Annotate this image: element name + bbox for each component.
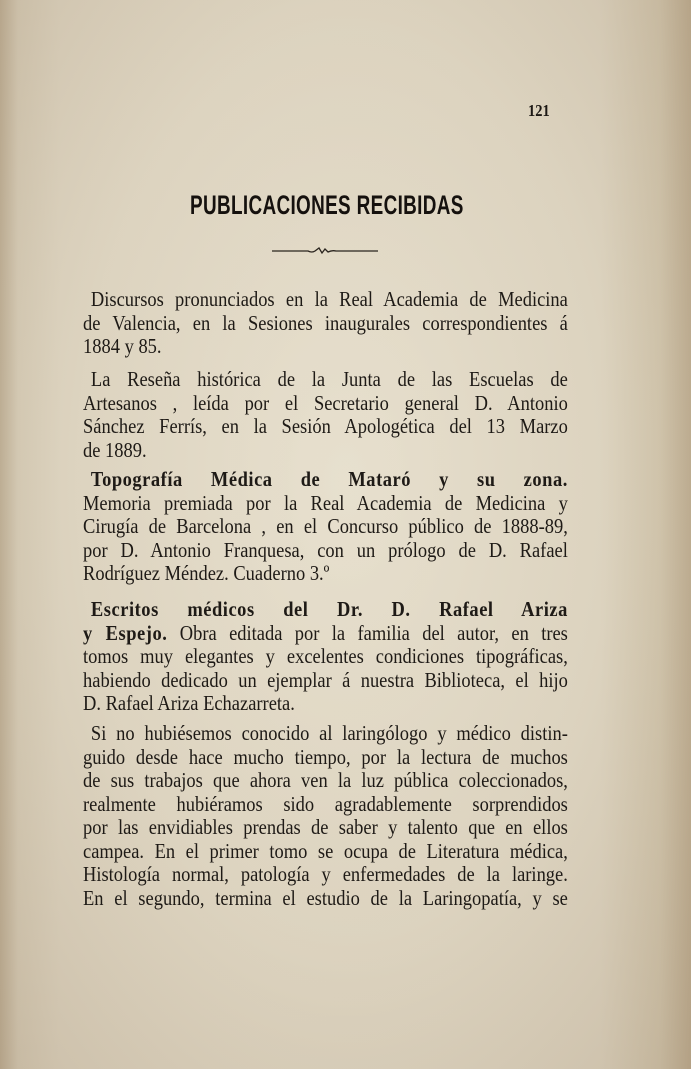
text-line: de 1889. xyxy=(83,437,147,462)
text-line: por D. Antonio Franquesa, con un prólogo de D. Rafael xyxy=(83,537,568,562)
text-line: La Reseña histórica de la Junta de las Escuelas de xyxy=(90,367,568,391)
section-title: PUBLICACIONES RECIBIDAS xyxy=(190,190,464,220)
entry-discursos xyxy=(83,288,568,359)
entry-escritos-medicos xyxy=(83,598,568,716)
text-line: Rodríguez Méndez. Cuaderno 3.º xyxy=(83,561,330,585)
entry-bold-title-cont: y Espejo. xyxy=(83,620,168,645)
text-line: de sus trabajos que ahora ven la luz pública coleccionados, xyxy=(83,768,568,792)
text-line: habiendo dedicado un ejemplar á nuestra Biblioteca, el hijo xyxy=(83,667,568,692)
entry-resena-historica xyxy=(83,368,568,462)
text-line: Sánchez Ferrís, en la Sesión Apologética del 13 Marzo xyxy=(83,414,568,438)
entry-commentary xyxy=(83,722,568,910)
text-line: 1884 y 85. xyxy=(83,334,162,358)
text-line: por las envidiables prendas de saber y talento que en ellos xyxy=(83,815,568,839)
text-line: Artesanos , leída por el Secretario general D. Antonio xyxy=(83,390,568,415)
text-line: Histología normal, patología y enfermedades de la laringe. xyxy=(83,862,568,886)
entry-topografia-medica xyxy=(83,468,568,586)
text-line: D. Rafael Ariza Echazarreta. xyxy=(83,691,295,715)
text-line: Cirugía de Barcelona , en el Concurso público de 1888-89, xyxy=(83,514,568,538)
entry-bold-title: Escritos médicos del Dr. D. Rafael Ariza xyxy=(90,597,568,621)
text-line: realmente hubiéramos sido agradablemente sorprendidos xyxy=(83,791,568,816)
text-line: Memoria premiada por la Real Academia de Medicina y xyxy=(83,490,568,515)
text-fragment: Obra editada por la familia del autor, en tres xyxy=(167,620,568,645)
text-line: En el segundo, termina el estudio de la Laringopatía, y se xyxy=(83,885,568,910)
decorative-rule-icon xyxy=(272,244,378,258)
entry-bold-title: Topografía Médica de Mataró y su zona. xyxy=(90,467,568,491)
page-number: 121 xyxy=(528,101,550,120)
text-line: guido desde hace mucho tiempo, por la lectura de muchos xyxy=(83,744,568,769)
text-line: campea. En el primer tomo se ocupa de Literatura médica, xyxy=(83,838,568,863)
text-line: de Valencia, en la Sesiones inaugurales correspondientes á xyxy=(83,310,568,335)
text-line xyxy=(83,622,568,646)
text-line: Si no hubiésemos conocido al laringólogo y médico distin- xyxy=(90,721,568,745)
text-line: tomos muy elegantes y excelentes condiciones tipográficas, xyxy=(83,644,568,668)
text-line: Discursos pronunciados en la Real Academia de Medicina xyxy=(90,287,568,311)
